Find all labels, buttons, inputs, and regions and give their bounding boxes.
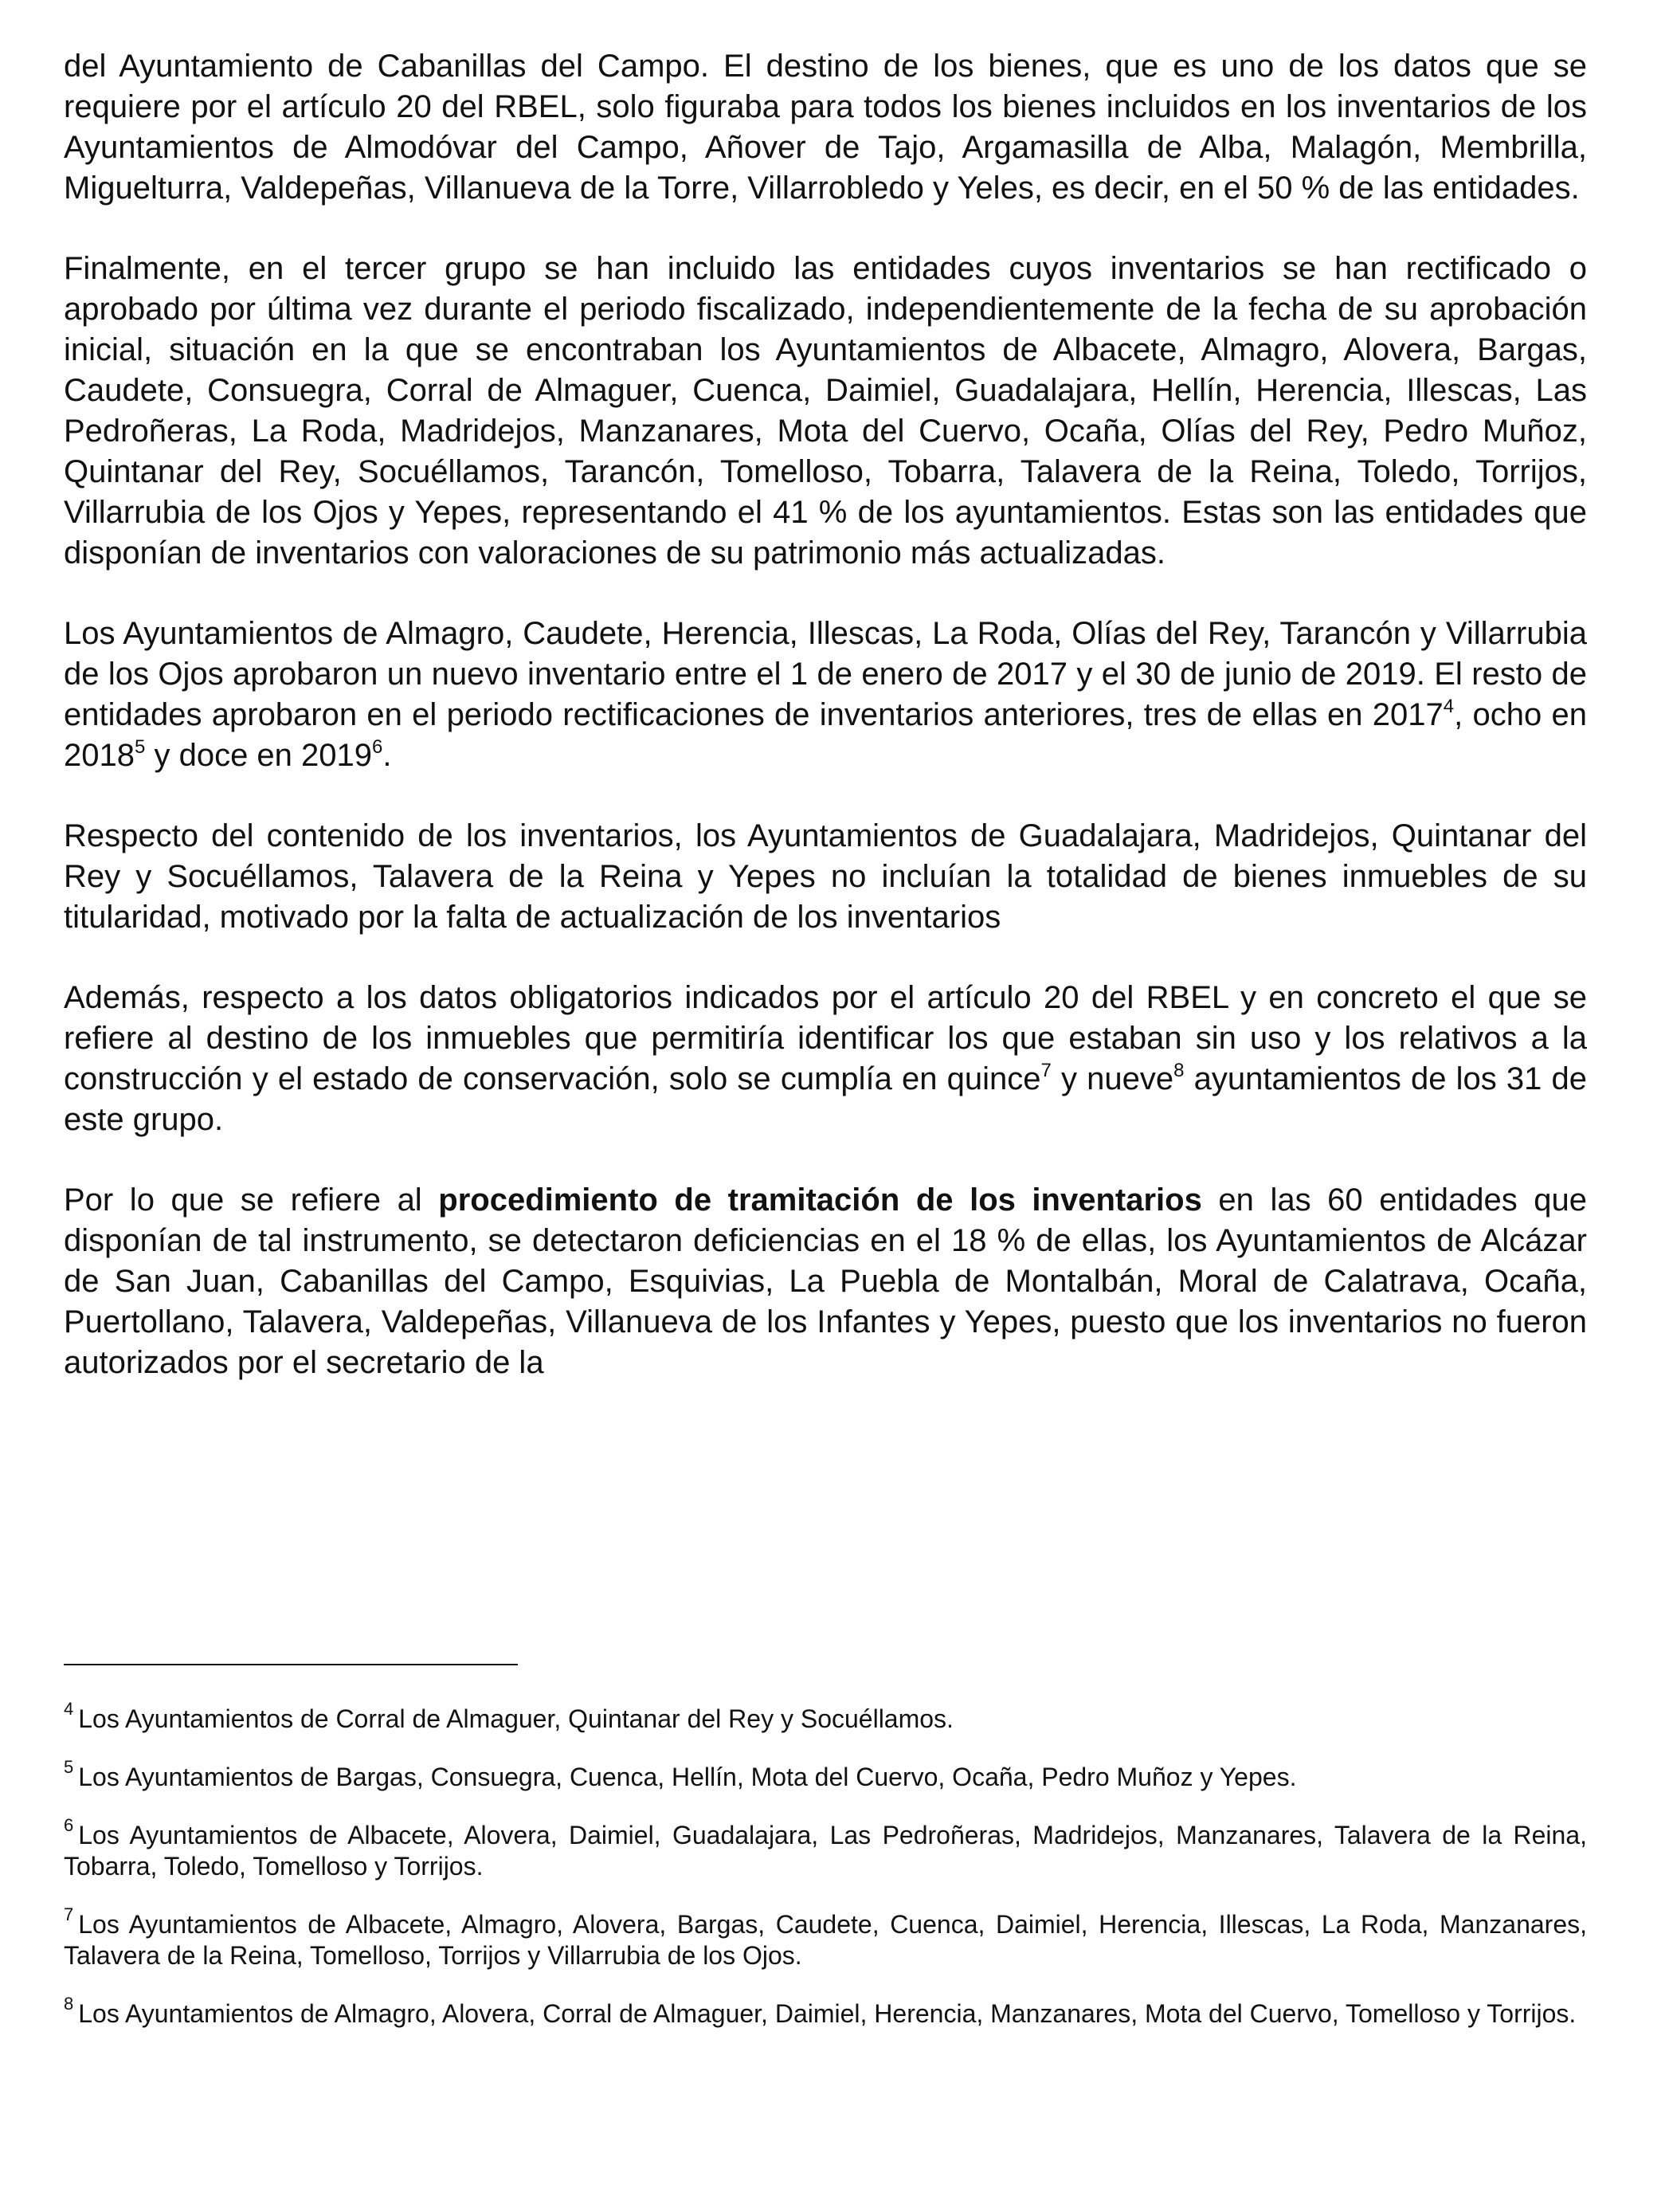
footnote-text: Los Ayuntamientos de Bargas, Consuegra, Cuenca, Hellín, Mota del Cuervo, Ocaña, Pedro Muñoz y Yepes. [78,1763,1297,1791]
footnote-text: Los Ayuntamientos de Albacete, Almagro, Alovera, Bargas, Caudete, Cuenca, Daimiel, Herencia, Illescas, La Roda, Manzanares, Talavera de la Reina, Tomelloso, Torrijos y Villarrubia de los Ojos. [64,1910,1587,1970]
footnote-ref-6[interactable]: 6 [372,735,383,758]
footnote-number: 8 [64,1994,74,2014]
footnote-text: Los Ayuntamientos de Albacete, Alovera, Daimiel, Guadalajara, Las Pedroñeras, Madridejos, Manzanares, Talavera de la Reina, Tobarra, Toledo, Tomelloso y Torrijos. [64,1821,1587,1881]
paragraph-tercer-grupo: Finalmente, en el tercer grupo se han incluido las entidades cuyos inventarios se han rectificado o aprobado por última vez durante el periodo fiscalizado, independientemente de la fecha de su aprobación inicial, situación en la que se encontraban los Ayuntamientos de Albacete, Almagro, Alovera, Bargas, Caudete, Consuegra, Corral de Almaguer, Cuenca, Daimiel, Guadalajara, Hellín, Herencia, Illescas, Las Pedroñeras, La Roda, Madridejos, Manzanares, Mota del Cuervo, Ocaña, Olías del Rey, Pedro Muñoz, Quintanar del Rey, Socuéllamos, Tarancón, Tomelloso, Tobarra, Talavera de la Reina, Toledo, Torrijos, Villarrubia de los Ojos y Yepes, representando el 41 % de los ayuntamientos. Estas son las entidades que disponían de inventarios con valoraciones de su patrimonio más actualizadas. [64,251,1587,571]
footnote-4 [64,1699,1587,1735]
footnote-number: 5 [64,1757,74,1778]
paragraph-text: Además, respecto a los datos obligatorios indicados por el artículo 20 del RBEL y en concreto el que se refiere al destino de los inmuebles que permitiría identificar los que estaban sin uso y los relativos a la construcción y el estado de conservación, solo se cumplía en quince [64,980,1587,1096]
footnote-number: 7 [64,1904,74,1925]
paragraph-text: . [382,738,392,773]
paragraph-text: y doce en 2019 [145,738,373,773]
footnote-text: Los Ayuntamientos de Almagro, Alovera, Corral de Almaguer, Daimiel, Herencia, Manzanares, Mota del Cuervo, Tomelloso y Torrijos. [78,1999,1577,2028]
footnote-number: 6 [64,1815,74,1836]
paragraph-text: ayuntamientos de los 31 de este grupo. [64,1061,1588,1137]
paragraph-contenido-inventarios: Respecto del contenido de los inventarios, los Ayuntamientos de Guadalajara, Madridejos, Quintanar del Rey y Socuéllamos, Talavera de la Reina y Yepes no incluían la totalidad de bienes inmuebles de su titularidad, motivado por la falta de actualización de los inventarios [64,818,1587,935]
paragraph-text: , ocho en 2018 [64,697,1588,773]
paragraph-destino-bienes: del Ayuntamiento de Cabanillas del Campo. El destino de los bienes, que es uno de los datos que se requiere por el artículo 20 del RBEL, solo figuraba para todos los bienes incluidos en los inventarios de los Ayuntamientos de Almodóvar del Campo, Añover de Tajo, Argamasilla de Alba, Malagón, Membrilla, Miguelturra, Valdepeñas, Villanueva de la Torre, Villarrobledo y Yeles, es decir, en el 50 % de las entidades. [64,49,1587,206]
paragraph-datos-obligatorios [64,978,1587,1140]
document-body [64,46,1587,1423]
bold-phrase: procedimiento de tramitación de los inventarios [438,1182,1202,1218]
paragraph-text: Por lo que se refiere al [64,1182,439,1218]
paragraph-text: y nueve [1051,1061,1174,1096]
footnotes-section [64,1664,1587,2057]
footnote-ref-4[interactable]: 4 [1443,695,1455,717]
footnote-ref-7[interactable]: 7 [1040,1059,1052,1081]
footnote-text: Los Ayuntamientos de Corral de Almaguer, Quintanar del Rey y Socuéllamos. [78,1704,954,1733]
footnote-ref-8[interactable]: 8 [1173,1059,1185,1081]
footnote-6 [64,1815,1587,1882]
paragraph-text: en las 60 entidades que disponían de tal instrumento, se detectaron deficiencias en el 18 % de ellas, los Ayuntamientos de Alcázar de San Juan, Cabanillas del Campo, Esquivias, La Puebla de Montalbán, Moral de Calatrava, Ocaña, Puertollano, Talavera, Valdepeñas, Villanueva de los Infantes y Yepes, puesto que los inventarios no fueron autorizados por el secretario de la [64,1182,1587,1380]
footnote-number: 4 [64,1699,74,1720]
paragraph-text: Los Ayuntamientos de Almagro, Caudete, Herencia, Illescas, La Roda, Olías del Rey, Tarancón y Villarrubia de los Ojos aprobaron un nuevo inventario entre el 1 de enero de 2017 y el 30 de junio de 2019. El resto de entidades aprobaron en el periodo rectificaciones de inventarios anteriores, tres de ellas en 2017 [64,616,1587,732]
paragraph-procedimiento-tramitacion [64,1180,1587,1383]
footnote-separator [64,1664,518,1665]
footnote-8 [64,1994,1587,2030]
footnote-5 [64,1757,1587,1793]
paragraph-nuevo-inventario [64,614,1587,776]
footnote-7 [64,1904,1587,1971]
footnote-ref-5[interactable]: 5 [134,735,146,758]
